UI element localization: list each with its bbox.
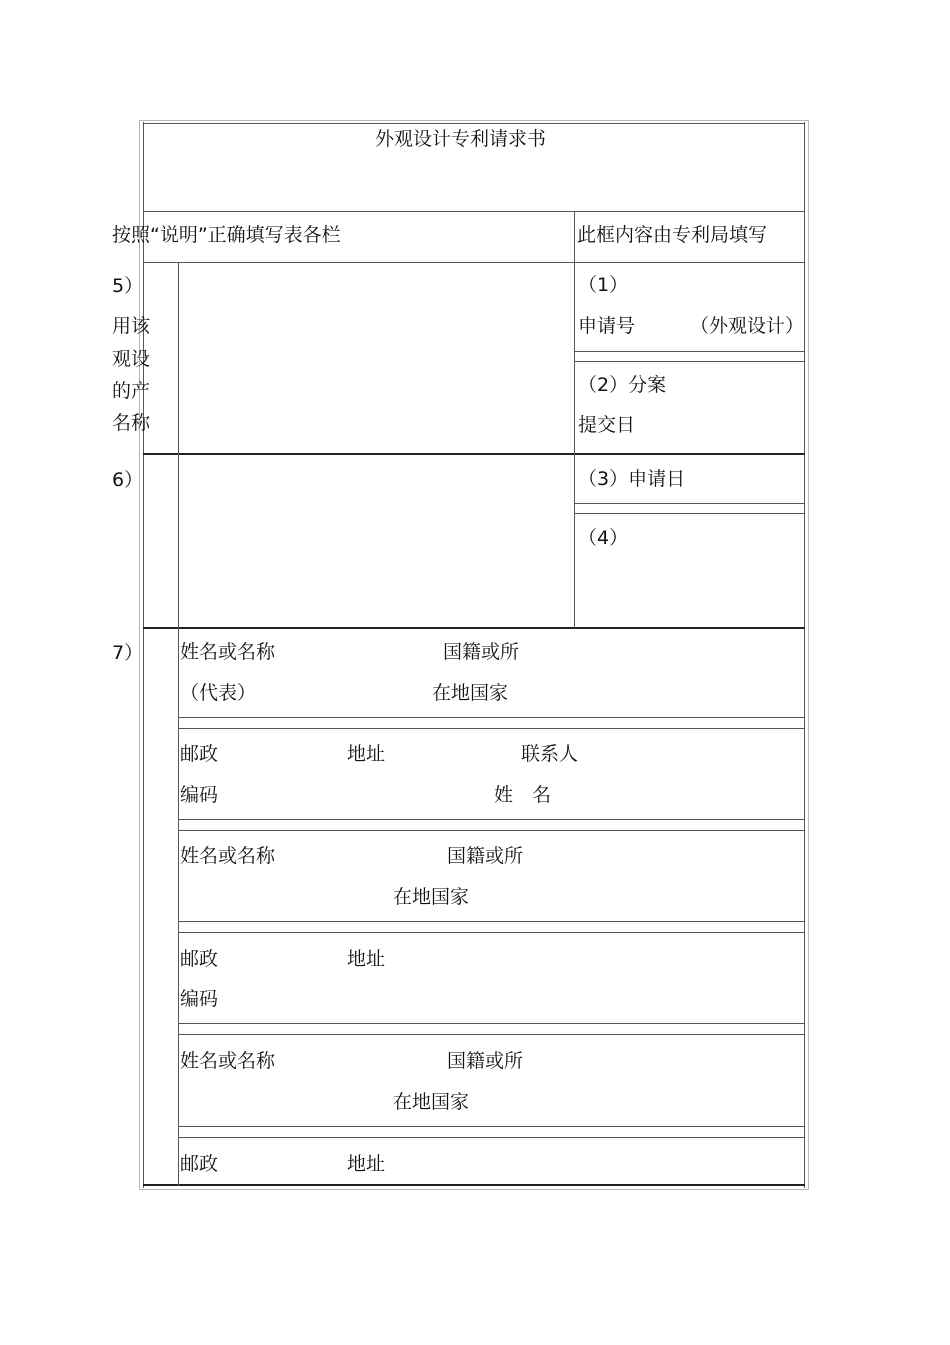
applicant3-nationality-label-2: 在地国家 [393,1091,470,1113]
outer-bottom-border [139,1189,809,1190]
office-field-1-number: （1） [578,274,629,296]
header-divider [143,262,805,263]
section6-field[interactable] [180,456,573,626]
applicant2-nationality-label-1: 国籍或所 [447,845,524,867]
office-use-note: 此框内容由专利局填写 [577,224,768,246]
applicant1-postal-label-1: 邮政 [180,743,219,765]
right-border [804,122,805,1188]
divisional-label: （2）分案 [578,374,667,396]
applicant1-name-label: 姓名或名称 [180,641,276,663]
applicant-divider-5a [178,1126,805,1127]
left-border [143,122,144,1188]
design-type-note: （外观设计） [690,315,805,337]
product-name-field[interactable] [180,264,573,452]
applicant3-name-label: 姓名或名称 [180,1050,276,1072]
office-field-4-label: （4） [578,527,629,549]
submission-date-label: 提交日 [578,414,636,436]
applicant-divider-5b [178,1137,805,1138]
label-column-divider [178,262,179,1186]
applicant1-representative-label: （代表） [180,682,257,704]
applicant1-address-label: 地址 [347,743,386,765]
applicant2-postal-label-1: 邮政 [180,948,219,970]
top-border [143,123,805,124]
section5-label-line3: 的产 [112,380,151,402]
applicant3-nationality-label-1: 国籍或所 [447,1050,524,1072]
outer-top-border [139,120,809,121]
office-field-divider-1b [574,361,805,362]
applicant3-address-label: 地址 [347,1153,386,1175]
office-field-divider-1a [574,351,805,352]
applicant-divider-1a [178,717,805,718]
section5-number: 5） [112,275,144,297]
applicant2-postal-label-2: 编码 [180,988,219,1010]
office-field-divider-2a [574,503,805,504]
applicant-divider-2a [178,819,805,820]
applicant1-nationality-label-2: 在地国家 [432,682,509,704]
section7-divider [143,627,805,629]
office-field-divider-2b [574,513,805,514]
applicant-divider-3b [178,932,805,933]
applicant-divider-2b [178,830,805,831]
title-divider [143,211,805,212]
instruction-text: 按照“说明”正确填写表各栏 [112,224,341,246]
applicant1-contact-label-1: 联系人 [521,743,579,765]
application-number-label: 申请号 [578,315,636,337]
section5-label-line4: 名称 [112,412,151,434]
office-column-divider [574,211,575,628]
section7-number: 7） [112,642,144,664]
applicant2-nationality-label-2: 在地国家 [393,886,470,908]
applicant-divider-3a [178,921,805,922]
section6-number: 6） [112,469,144,491]
section5-label-line1: 用该 [112,315,151,337]
applicant2-address-label: 地址 [347,948,386,970]
application-date-label: （3）申请日 [578,468,686,490]
section5-label-line2: 观设 [112,348,151,370]
form-title: 外观设计专利请求书 [375,128,547,150]
applicant1-contact-label-2: 姓 名 [494,784,552,806]
applicant-divider-4a [178,1023,805,1024]
section6-divider [143,453,805,455]
applicant-divider-4b [178,1034,805,1035]
bottom-border [143,1184,805,1186]
applicant-divider-1b [178,728,805,729]
applicant2-name-label: 姓名或名称 [180,845,276,867]
applicant1-postal-label-2: 编码 [180,784,219,806]
outer-right-border [808,120,809,1190]
applicant1-nationality-label-1: 国籍或所 [443,641,520,663]
applicant3-postal-label: 邮政 [180,1153,219,1175]
